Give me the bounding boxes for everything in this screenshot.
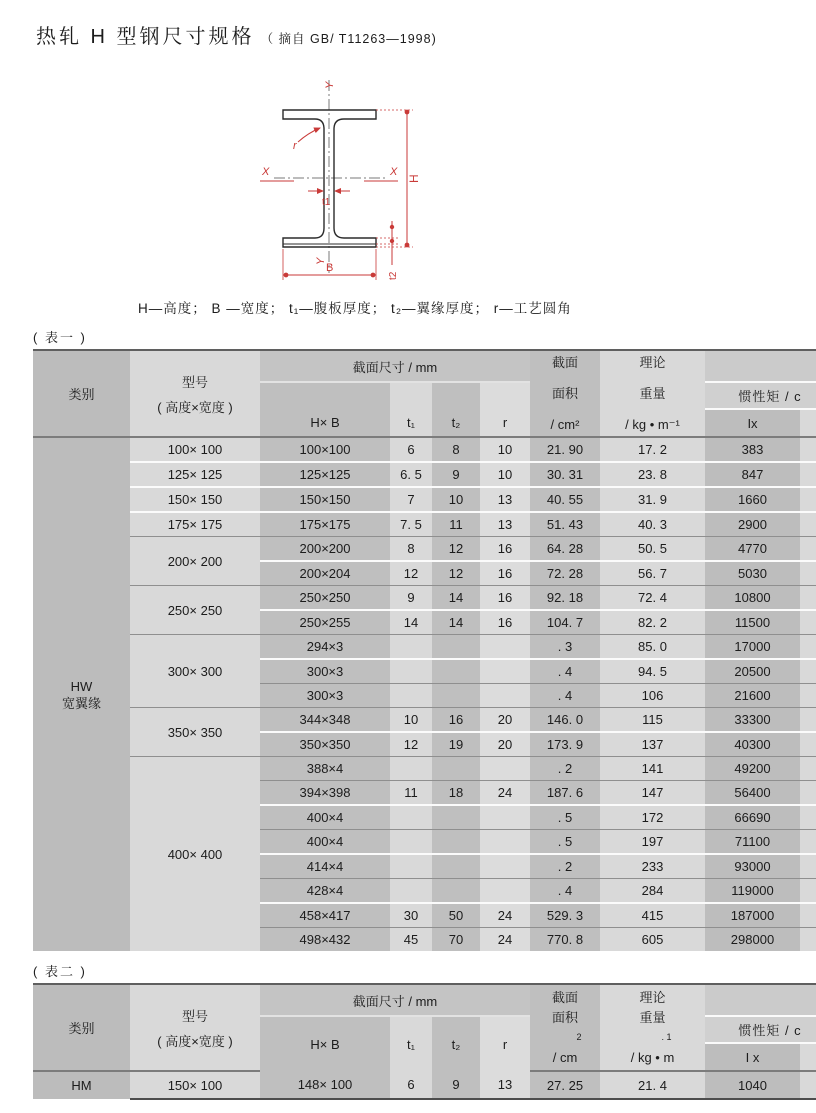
- cell-t1: 6. 5: [390, 462, 432, 487]
- label-t2: t2: [388, 271, 399, 280]
- cell-r: 24: [480, 928, 530, 952]
- model-cell: 350× 350: [130, 708, 260, 757]
- cell-hb: 300×3: [260, 684, 390, 708]
- cell-weight: 72. 4: [600, 586, 705, 611]
- cell-part: [800, 462, 816, 487]
- cell-weight: 23. 8: [600, 462, 705, 487]
- cell-ix: 847: [705, 462, 800, 487]
- model-cell: 200× 200: [130, 537, 260, 586]
- cell-r: 13: [480, 1071, 530, 1099]
- cell-area: . 2: [530, 854, 600, 879]
- cell-ix: 298000: [705, 928, 800, 952]
- cell-weight: 147: [600, 781, 705, 806]
- model-cell: 300× 300: [130, 635, 260, 708]
- cell-t1: [390, 805, 432, 830]
- cell-r: 24: [480, 781, 530, 806]
- header-area: [530, 350, 600, 437]
- cell-area: . 5: [530, 830, 600, 855]
- cell-hb: 394×398: [260, 781, 390, 806]
- cell-area: 21. 90: [530, 437, 600, 462]
- cell-t2: [432, 659, 480, 684]
- cell-t2: [432, 757, 480, 781]
- table-row: [33, 586, 816, 611]
- cell-t1: [390, 757, 432, 781]
- cell-part: [800, 879, 816, 904]
- cell-weight: 605: [600, 928, 705, 952]
- header2-weight: [600, 984, 705, 1071]
- cell-r: 10: [480, 437, 530, 462]
- header-area-l3: / cm²: [550, 416, 580, 432]
- header-ix: Ix: [705, 409, 800, 437]
- header-weight-l3: / kg • m⁻¹: [625, 416, 680, 432]
- cell-hb: 100×100: [260, 437, 390, 462]
- cell-r: [480, 854, 530, 879]
- cell-part: [800, 830, 816, 855]
- header2-inertia-spacer: [705, 984, 816, 1016]
- cell-t2: 16: [432, 708, 480, 733]
- cell-t1: 7: [390, 487, 432, 512]
- header2-category: 类别: [33, 984, 130, 1071]
- h-dim-dot-bottom: [405, 243, 410, 248]
- table-row: [33, 537, 816, 562]
- cell-r: 24: [480, 903, 530, 928]
- cell-hb: 200×204: [260, 561, 390, 586]
- cell-r: [480, 659, 530, 684]
- header-hb: H× B: [260, 409, 390, 437]
- cell-t1: [390, 684, 432, 708]
- cell-t2: 12: [432, 537, 480, 562]
- cell-r: 20: [480, 708, 530, 733]
- cell-t1: 6: [390, 437, 432, 462]
- model-cell: 250× 250: [130, 586, 260, 635]
- cell-t2: 9: [432, 462, 480, 487]
- header-t1: t₁: [390, 409, 432, 437]
- cell-ix: 33300: [705, 708, 800, 733]
- cell-r: [480, 805, 530, 830]
- cell-r: [480, 635, 530, 660]
- cell-t1: 8: [390, 537, 432, 562]
- cell-area: 30. 31: [530, 462, 600, 487]
- cell-weight: 40. 3: [600, 512, 705, 537]
- table2-label: ( 表二 ): [33, 964, 87, 979]
- label-r: r: [293, 140, 297, 152]
- cell-hb: 250×255: [260, 610, 390, 635]
- cell-r: 13: [480, 487, 530, 512]
- cell-weight: 94. 5: [600, 659, 705, 684]
- cell-t1: 9: [390, 586, 432, 611]
- cell-t1: [390, 635, 432, 660]
- label-t1: t1: [322, 197, 331, 208]
- model-cell: 400× 400: [130, 757, 260, 952]
- cell-r: [480, 830, 530, 855]
- cell-t1: 10: [390, 708, 432, 733]
- cell-hb: 250×250: [260, 586, 390, 611]
- cell-hb: 148× 100: [260, 1071, 390, 1099]
- cell-ix: 383: [705, 437, 800, 462]
- cell-ix: 2900: [705, 512, 800, 537]
- t2-dim-dot-bottom: [390, 239, 394, 243]
- table2: [33, 983, 816, 1100]
- cell-area: 146. 0: [530, 708, 600, 733]
- cell-part: [800, 854, 816, 879]
- cell-t2: [432, 830, 480, 855]
- cell-part: [800, 757, 816, 781]
- cell-ix: 1660: [705, 487, 800, 512]
- cell-r: [480, 684, 530, 708]
- cell-part: [800, 781, 816, 806]
- header-weight-l1: 理论: [639, 354, 666, 370]
- cell-t2: [432, 854, 480, 879]
- header-weight-l2: 重量: [639, 385, 666, 401]
- cell-area: 529. 3: [530, 903, 600, 928]
- cell-ix: 93000: [705, 854, 800, 879]
- cell-ix: 49200: [705, 757, 800, 781]
- label-y-bottom: Y: [315, 257, 327, 265]
- header2-ix: I x: [705, 1043, 800, 1071]
- cell-t1: 12: [390, 732, 432, 757]
- cell-t1: 14: [390, 610, 432, 635]
- cell-ix: 5030: [705, 561, 800, 586]
- cell-t1: [390, 659, 432, 684]
- table1: [33, 349, 816, 951]
- cell-part: [800, 537, 816, 562]
- header-t2: t₂: [432, 409, 480, 437]
- header2-area-l1: 截面: [551, 989, 578, 1005]
- cell-weight: 31. 9: [600, 487, 705, 512]
- cell-ix: 10800: [705, 586, 800, 611]
- cell-hb: 414×4: [260, 854, 390, 879]
- cell-hb: 125×125: [260, 462, 390, 487]
- cell-hb: 200×200: [260, 537, 390, 562]
- document-page: [0, 20, 816, 1113]
- cell-area: 187. 6: [530, 781, 600, 806]
- cell-weight: 115: [600, 708, 705, 733]
- header2-weight-l1: 理论: [639, 989, 666, 1005]
- cell-weight: 137: [600, 732, 705, 757]
- cell-weight: 284: [600, 879, 705, 904]
- cell-part: [800, 586, 816, 611]
- header-partial: [800, 409, 816, 437]
- cell-part: [800, 684, 816, 708]
- cell-ix: 56400: [705, 781, 800, 806]
- cell-t2: [432, 805, 480, 830]
- cell-area: 27. 25: [530, 1071, 600, 1099]
- cell-part: [800, 903, 816, 928]
- cell-hb: 150×150: [260, 487, 390, 512]
- category-cell: HW 宽翼缘: [33, 437, 130, 951]
- cell-t1: 11: [390, 781, 432, 806]
- table2-clip: [33, 983, 816, 1100]
- table1-label: ( 表一 ): [33, 330, 87, 345]
- cell-r: 10: [480, 462, 530, 487]
- dimension-legend: H—高度； B —宽度； t₁—腹板厚度； t₂—翼缘厚度； r—工艺圆角: [138, 301, 572, 316]
- cell-t2: [432, 635, 480, 660]
- cell-area: 104. 7: [530, 610, 600, 635]
- cell-hb: 344×348: [260, 708, 390, 733]
- header2-area-l2: 面积: [551, 1009, 578, 1025]
- b-dim-dot-left: [284, 273, 289, 278]
- cell-t2: 19: [432, 732, 480, 757]
- cell-t1: [390, 830, 432, 855]
- header-inertia: 惯性矩 / c: [705, 382, 816, 409]
- cell-hb: 400×4: [260, 830, 390, 855]
- cell-t1: 30: [390, 903, 432, 928]
- model-cell: 150× 100: [130, 1071, 260, 1099]
- header2-weight-l2: 重量: [639, 1009, 666, 1025]
- cell-part: [800, 561, 816, 586]
- header2-hb: H× B: [260, 1016, 390, 1071]
- cell-t2: 12: [432, 561, 480, 586]
- cell-area: 64. 28: [530, 537, 600, 562]
- table-row: [33, 1071, 816, 1099]
- cell-t2: 50: [432, 903, 480, 928]
- cell-ix: 20500: [705, 659, 800, 684]
- cell-ix: 17000: [705, 635, 800, 660]
- label-h: H: [407, 174, 421, 183]
- cell-t1: 12: [390, 561, 432, 586]
- cell-weight: 21. 4: [600, 1071, 705, 1099]
- cell-t1: 45: [390, 928, 432, 952]
- model-cell: 175× 175: [130, 512, 260, 537]
- cell-area: . 2: [530, 757, 600, 781]
- label-y-top: Y: [324, 81, 336, 89]
- cell-t1: 6: [390, 1071, 432, 1099]
- cell-hb: 428×4: [260, 879, 390, 904]
- cell-area: . 5: [530, 805, 600, 830]
- cell-ix: 21600: [705, 684, 800, 708]
- header2-t1: t₁: [390, 1016, 432, 1071]
- table-row: [33, 512, 816, 537]
- model-cell: 100× 100: [130, 437, 260, 462]
- hbeam-diagram-svg: [236, 75, 496, 293]
- cell-ix: 66690: [705, 805, 800, 830]
- header2-t2: t₂: [432, 1016, 480, 1071]
- cell-hb: 458×417: [260, 903, 390, 928]
- cell-weight: 141: [600, 757, 705, 781]
- t2-dim-dot-top: [390, 225, 394, 229]
- table-row: [33, 757, 816, 781]
- cell-t2: 8: [432, 437, 480, 462]
- cell-t2: 18: [432, 781, 480, 806]
- header2-area-sup: 2: [576, 1032, 582, 1043]
- title-main: 热轧 H 型钢尺寸规格: [36, 26, 255, 48]
- cell-t2: 70: [432, 928, 480, 952]
- cell-area: 770. 8: [530, 928, 600, 952]
- cell-ix: 11500: [705, 610, 800, 635]
- h-dim-dot-top: [405, 110, 410, 115]
- header-section-dims: 截面尺寸 / mm: [260, 350, 530, 382]
- category-cell: HM: [33, 1071, 130, 1099]
- cell-t2: 11: [432, 512, 480, 537]
- header2-model-line2: ( 高度×宽度 ): [157, 1033, 233, 1049]
- title-standard-note: （ 摘自 GB/ T11263—1998): [260, 32, 437, 46]
- cell-part: [800, 437, 816, 462]
- cell-t2: 14: [432, 586, 480, 611]
- label-b: B: [326, 262, 334, 274]
- header-spacer-t1: [390, 382, 432, 409]
- cell-r: 16: [480, 537, 530, 562]
- page-title: [36, 20, 816, 49]
- r-leader-line: [298, 128, 320, 142]
- cell-area: . 4: [530, 684, 600, 708]
- cell-weight: 197: [600, 830, 705, 855]
- header-spacer-r: [480, 382, 530, 409]
- cell-weight: 172: [600, 805, 705, 830]
- cell-weight: 106: [600, 684, 705, 708]
- cell-weight: 50. 5: [600, 537, 705, 562]
- header-area-l1: 截面: [551, 354, 578, 370]
- cell-t1: 7. 5: [390, 512, 432, 537]
- cell-r: 13: [480, 512, 530, 537]
- cell-t1: [390, 854, 432, 879]
- cell-ix: 71100: [705, 830, 800, 855]
- cell-part: [800, 610, 816, 635]
- header2-r: r: [480, 1016, 530, 1071]
- header2-weight-sup: . 1: [661, 1032, 672, 1043]
- cell-part: [800, 732, 816, 757]
- cell-part: [800, 635, 816, 660]
- cell-weight: 56. 7: [600, 561, 705, 586]
- cell-hb: 400×4: [260, 805, 390, 830]
- cell-t2: [432, 684, 480, 708]
- cell-t2: 9: [432, 1071, 480, 1099]
- cell-part: [800, 1071, 816, 1099]
- cell-t2: 14: [432, 610, 480, 635]
- b-dim-dot-right: [371, 273, 376, 278]
- cell-hb: 350×350: [260, 732, 390, 757]
- cell-ix: 4770: [705, 537, 800, 562]
- cell-r: 16: [480, 610, 530, 635]
- table1-body: [33, 437, 816, 951]
- header-inertia-spacer: [705, 350, 816, 382]
- cell-ix: 40300: [705, 732, 800, 757]
- header2-model-line1: 型号: [181, 1008, 208, 1024]
- cell-part: [800, 805, 816, 830]
- cell-hb: 294×3: [260, 635, 390, 660]
- label-x-right: X: [390, 166, 398, 178]
- cell-ix: 119000: [705, 879, 800, 904]
- cell-hb: 175×175: [260, 512, 390, 537]
- cell-hb: 498×432: [260, 928, 390, 952]
- cell-area: . 4: [530, 659, 600, 684]
- cell-weight: 85. 0: [600, 635, 705, 660]
- label-x-left: X: [262, 166, 270, 178]
- cell-area: 51. 43: [530, 512, 600, 537]
- cell-part: [800, 659, 816, 684]
- header2-partial: [800, 1043, 816, 1071]
- header2-weight-l3: / kg • m: [630, 1050, 675, 1066]
- cell-area: 72. 28: [530, 561, 600, 586]
- header-model-line1: 型号: [181, 374, 208, 390]
- header2-area-l3: / cm: [552, 1050, 578, 1066]
- header2-area: [530, 984, 600, 1071]
- header-weight: [600, 350, 705, 437]
- header2-section-dims: 截面尺寸 / mm: [260, 984, 530, 1016]
- cell-r: 16: [480, 561, 530, 586]
- cell-area: 173. 9: [530, 732, 600, 757]
- cell-area: . 4: [530, 879, 600, 904]
- cell-area: . 3: [530, 635, 600, 660]
- header-model: [130, 350, 260, 437]
- model-cell: 150× 150: [130, 487, 260, 512]
- cell-weight: 17. 2: [600, 437, 705, 462]
- hbeam-section-diagram: [236, 75, 496, 293]
- header-area-l2: 面积: [551, 385, 578, 401]
- table-row: [33, 487, 816, 512]
- cell-part: [800, 512, 816, 537]
- cell-r: 16: [480, 586, 530, 611]
- header-spacer-t2: [432, 382, 480, 409]
- cell-r: [480, 757, 530, 781]
- cell-area: 92. 18: [530, 586, 600, 611]
- cell-hb: 300×3: [260, 659, 390, 684]
- cell-weight: 82. 2: [600, 610, 705, 635]
- cell-ix: 1040: [705, 1071, 800, 1099]
- model-cell: 125× 125: [130, 462, 260, 487]
- table1-clip: [33, 349, 816, 951]
- cell-ix: 187000: [705, 903, 800, 928]
- cell-area: 40. 55: [530, 487, 600, 512]
- header-category: 类别: [33, 350, 130, 437]
- header-model-line2: ( 高度×宽度 ): [157, 399, 233, 415]
- cell-t2: [432, 879, 480, 904]
- cell-weight: 233: [600, 854, 705, 879]
- cell-part: [800, 708, 816, 733]
- header-r: r: [480, 409, 530, 437]
- header2-inertia: 惯性矩 / c: [705, 1016, 816, 1043]
- table-row: [33, 462, 816, 487]
- table2-body: [33, 1071, 816, 1099]
- header-spacer-hb: [260, 382, 390, 409]
- cell-weight: 415: [600, 903, 705, 928]
- header2-model: [130, 984, 260, 1071]
- cell-part: [800, 487, 816, 512]
- cell-t2: 10: [432, 487, 480, 512]
- table-row: [33, 635, 816, 660]
- cell-r: [480, 879, 530, 904]
- cell-hb: 388×4: [260, 757, 390, 781]
- table-row: [33, 708, 816, 733]
- cell-r: 20: [480, 732, 530, 757]
- cell-part: [800, 928, 816, 952]
- table-row: [33, 437, 816, 462]
- cell-t1: [390, 879, 432, 904]
